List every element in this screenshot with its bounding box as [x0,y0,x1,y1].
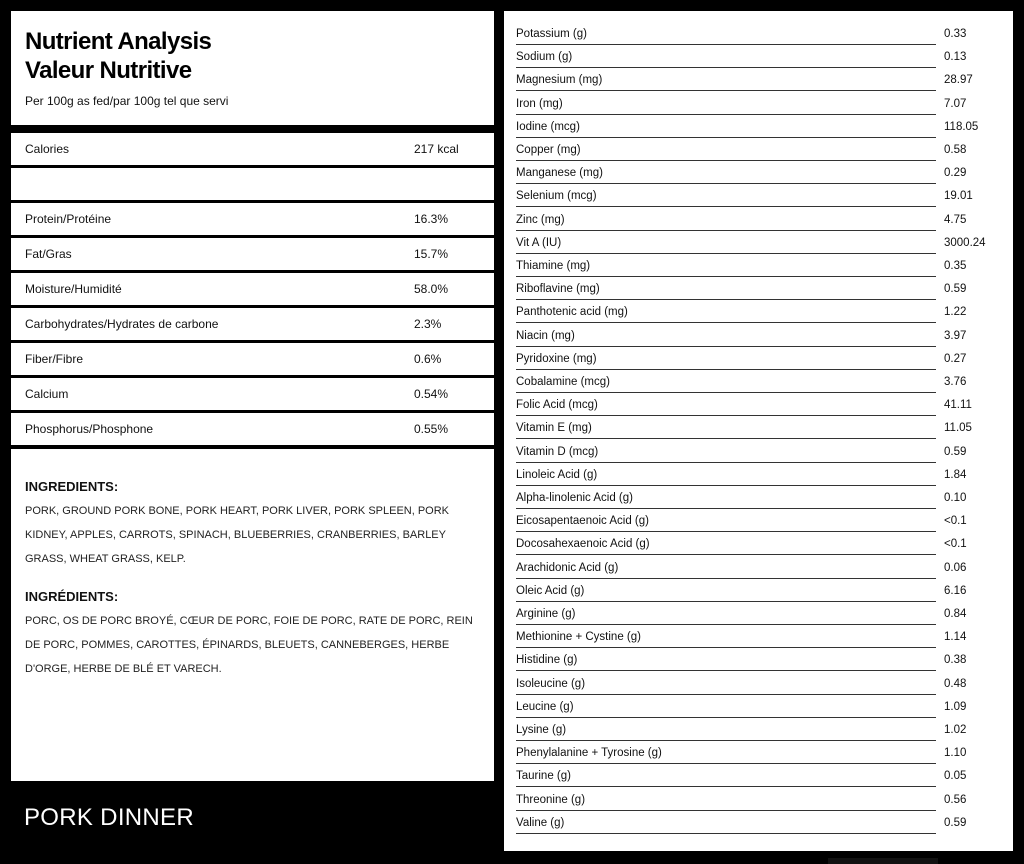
nutrient-row [516,353,1001,373]
leader-line [516,624,936,625]
leader-line [516,485,936,486]
nutrient-label: Manganese (mg) [516,167,603,180]
decorative-bar [828,858,938,864]
nutrient-label: Linoleic Acid (g) [516,468,598,481]
leader-line [516,206,936,207]
nutrient-row [516,492,1001,512]
nutrient-value: 0.59 [944,445,967,458]
nutrient-label: Cobalamine (mcg) [516,376,610,388]
analysis-row-phosphorus [11,413,494,445]
nutrient-value: 6.16 [944,584,967,597]
row-label: Carbohydrates/Hydrates de carbone [25,317,219,331]
nutrient-label: Phenylalanine + Tyrosine (g) [516,747,662,760]
nutrient-row [516,422,1001,442]
leader-line [516,670,936,671]
nutrient-row [516,260,1001,280]
nutrient-row [516,376,1001,396]
nutrient-label: Pyridoxine (mg) [516,352,597,365]
nutrient-analysis-panel [11,11,494,781]
nutrient-label: Valine (g) [516,816,565,829]
leader-line [516,810,936,811]
nutrient-value: 1.84 [944,468,967,481]
leader-line [516,322,936,323]
nutrient-label: Docosahexaenoic Acid (g) [516,538,650,551]
leader-line [516,462,936,463]
row-label: Protein/Protéine [25,212,112,226]
nutrient-row [516,306,1001,326]
nutrient-row [516,283,1001,303]
leader-line [516,601,936,602]
nutrient-row [516,446,1001,466]
leader-line [516,114,936,115]
nutrient-value: 0.58 [944,144,967,156]
nutrient-row [516,678,1001,698]
nutrient-label: Isoleucine (g) [516,677,586,690]
nutrient-value: 1.22 [944,306,967,319]
nutrient-row [516,214,1001,234]
leader-line [516,67,936,68]
leader-line [516,90,936,91]
nutrient-label: Copper (mg) [516,144,581,156]
nutrient-label: Threonine (g) [516,793,586,806]
leader-line [516,786,936,787]
serving-basis: Per 100g as fed/par 100g tel que servi [25,94,229,108]
row-value: 2.3% [414,317,442,331]
nutrient-value: 7.07 [944,97,967,110]
nutrient-label: Vit A (IU) [516,236,562,249]
analysis-row-fat [11,238,494,270]
leader-line [516,230,936,231]
nutrient-label: Panthotenic acid (mg) [516,306,628,319]
product-name: PORK DINNER [24,804,194,831]
nutrient-value: 0.06 [944,561,967,574]
nutrient-value: 1.02 [944,724,967,736]
nutrient-value: 0.84 [944,608,967,620]
nutrient-label: Arachidonic Acid (g) [516,561,619,574]
nutrient-row [516,515,1001,535]
nutrient-row [516,724,1001,744]
nutrient-row [516,144,1001,164]
leader-line [516,253,936,254]
ingredients-heading-french: INGRÉDIENTS: [25,589,119,604]
nutrient-value: 0.56 [944,793,967,806]
nutrient-row [516,190,1001,210]
nutrient-label: Lysine (g) [516,724,567,736]
leader-line [516,392,936,393]
nutrient-label: Arginine (g) [516,608,576,620]
nutrient-row [516,399,1001,419]
nutrient-value: 0.38 [944,654,967,667]
nutrient-value: 19.01 [944,190,973,203]
nutrient-label: Taurine (g) [516,770,571,783]
leader-line [516,369,936,370]
ingredients-list-french: PORC, OS DE PORC BROYÉ, CŒUR DE PORC, FOIE DE PORC, RATE DE PORC, REIN DE PORC, POMMES, CAROTTES, ÉPINARDS, BLEUETS, CANNEBERGES, HERBE D'ORGE, HERBE DE BLÉ ET VARECH. [25,615,473,675]
nutrient-label: Iodine (mcg) [516,120,580,133]
nutrient-value: 3.97 [944,329,967,342]
nutrient-value: 41.11 [944,399,972,412]
nutrient-row [516,469,1001,489]
leader-line [516,647,936,648]
leader-line [516,763,936,764]
row-value: 0.6% [414,352,442,366]
leader-line [516,160,936,161]
nutrient-label: Potassium (g) [516,28,587,40]
nutrient-row [516,631,1001,651]
nutrient-value: 0.05 [944,770,967,783]
leader-line [516,137,936,138]
nutrient-label: Iron (mg) [516,97,563,110]
leader-line [516,346,936,347]
ingredients-list-english: PORK, GROUND PORK BONE, PORK HEART, PORK LIVER, PORK SPLEEN, PORK KIDNEY, APPLES, CARROTS, SPINACH, BLUEBERRIES, CRANBERRIES, BARLEY GRASS, WHEAT GRASS, KELP. [25,505,450,565]
row-value: 0.55% [414,422,449,436]
nutrient-label: Methionine + Cystine (g) [516,631,641,644]
nutrient-label: Histidine (g) [516,654,578,667]
nutrient-value: 3.76 [944,376,967,388]
analysis-row-fiber [11,343,494,375]
leader-line [516,299,936,300]
nutrient-row [516,817,1001,837]
leader-line [516,694,936,695]
nutrient-value: 1.10 [944,747,967,760]
leader-line [516,554,936,555]
nutrient-row [516,121,1001,141]
nutrient-row [516,608,1001,628]
nutrient-label: Alpha-linolenic Acid (g) [516,492,633,504]
nutrient-label: Vitamin E (mg) [516,422,592,435]
nutrient-row [516,167,1001,187]
nutrient-value: 0.13 [944,51,967,64]
nutrient-label: Selenium (mcg) [516,190,597,203]
nutrient-label: Eicosapentaenoic Acid (g) [516,515,649,528]
row-value: 15.7% [414,247,449,261]
title-english: Nutrient Analysis [25,28,212,55]
analysis-row-moisture [11,273,494,305]
analysis-row-calcium [11,378,494,410]
nutrient-row [516,701,1001,721]
row-label: Calcium [25,387,69,401]
nutrient-label: Sodium (g) [516,51,573,64]
nutrient-row [516,770,1001,790]
nutrient-row [516,330,1001,350]
nutrient-value: 0.35 [944,260,967,272]
leader-line [516,833,936,834]
nutrient-row [516,28,1001,48]
nutrient-label: Niacin (mg) [516,329,575,342]
nutrient-label: Leucine (g) [516,700,574,713]
nutrient-label: Magnesium (mg) [516,74,603,87]
leader-line [516,740,936,741]
ingredients-heading-english: INGREDIENTS: [25,479,119,494]
nutrient-label: Riboflavine (mg) [516,283,600,296]
row-value: 58.0% [414,282,449,296]
nutrient-row [516,98,1001,118]
nutrient-row [516,74,1001,94]
nutrient-value: 0.27 [944,352,967,365]
analysis-row-carbohydrates [11,308,494,340]
nutrient-label: Zinc (mg) [516,213,565,226]
row-label: Moisture/Humidité [25,282,122,296]
leader-line [516,508,936,509]
row-label: Phosphorus/Phosphone [25,422,154,436]
row-label: Fat/Gras [25,247,72,261]
nutrient-row [516,562,1001,582]
nutrient-row [516,538,1001,558]
analysis-row-calories [11,133,494,165]
ingredients-section [11,449,494,781]
nutrient-value: 0.33 [944,28,967,40]
nutrient-row [516,654,1001,674]
nutrient-value: 1.14 [944,631,967,644]
nutrient-value: <0.1 [944,538,967,551]
leader-line [516,276,936,277]
leader-line [516,531,936,532]
leader-line [516,183,936,184]
page-title [25,27,211,85]
analysis-header [11,11,494,125]
nutrient-row [516,794,1001,814]
nutrient-value: 28.97 [944,74,973,87]
nutrient-value: 0.59 [944,283,967,296]
nutrient-label: Oleic Acid (g) [516,584,585,597]
nutrient-label: Folic Acid (mcg) [516,399,598,412]
leader-line [516,578,936,579]
leader-line [516,44,936,45]
nutrient-label: Thiamine (mg) [516,260,591,272]
nutrient-value: 11.05 [944,422,972,435]
analysis-row-protein [11,203,494,235]
nutrient-value: 0.10 [944,492,967,504]
leader-line [516,415,936,416]
nutrient-label: Vitamin D (mcg) [516,445,599,458]
row-value: 217 kcal [414,142,459,156]
title-french: Valeur Nutritive [25,57,192,84]
analysis-row-empty [11,168,494,200]
nutrient-value: 0.29 [944,167,967,180]
row-label: Fiber/Fibre [25,352,84,366]
row-value: 0.54% [414,387,449,401]
nutrient-row [516,237,1001,257]
nutrient-detail-panel [504,11,1013,851]
nutrient-value: 0.48 [944,677,967,690]
leader-line [516,438,936,439]
nutrient-value: 3000.24 [944,236,986,249]
nutrient-value: 1.09 [944,700,967,713]
nutrient-value: 0.59 [944,816,967,829]
nutrient-row [516,585,1001,605]
nutrient-value: 118.05 [944,120,979,133]
leader-line [516,717,936,718]
nutrient-row [516,51,1001,71]
row-value: 16.3% [414,212,449,226]
nutrient-value: 4.75 [944,213,967,226]
nutrient-value: <0.1 [944,515,967,528]
nutrient-row [516,747,1001,767]
row-label: Calories [25,142,70,156]
